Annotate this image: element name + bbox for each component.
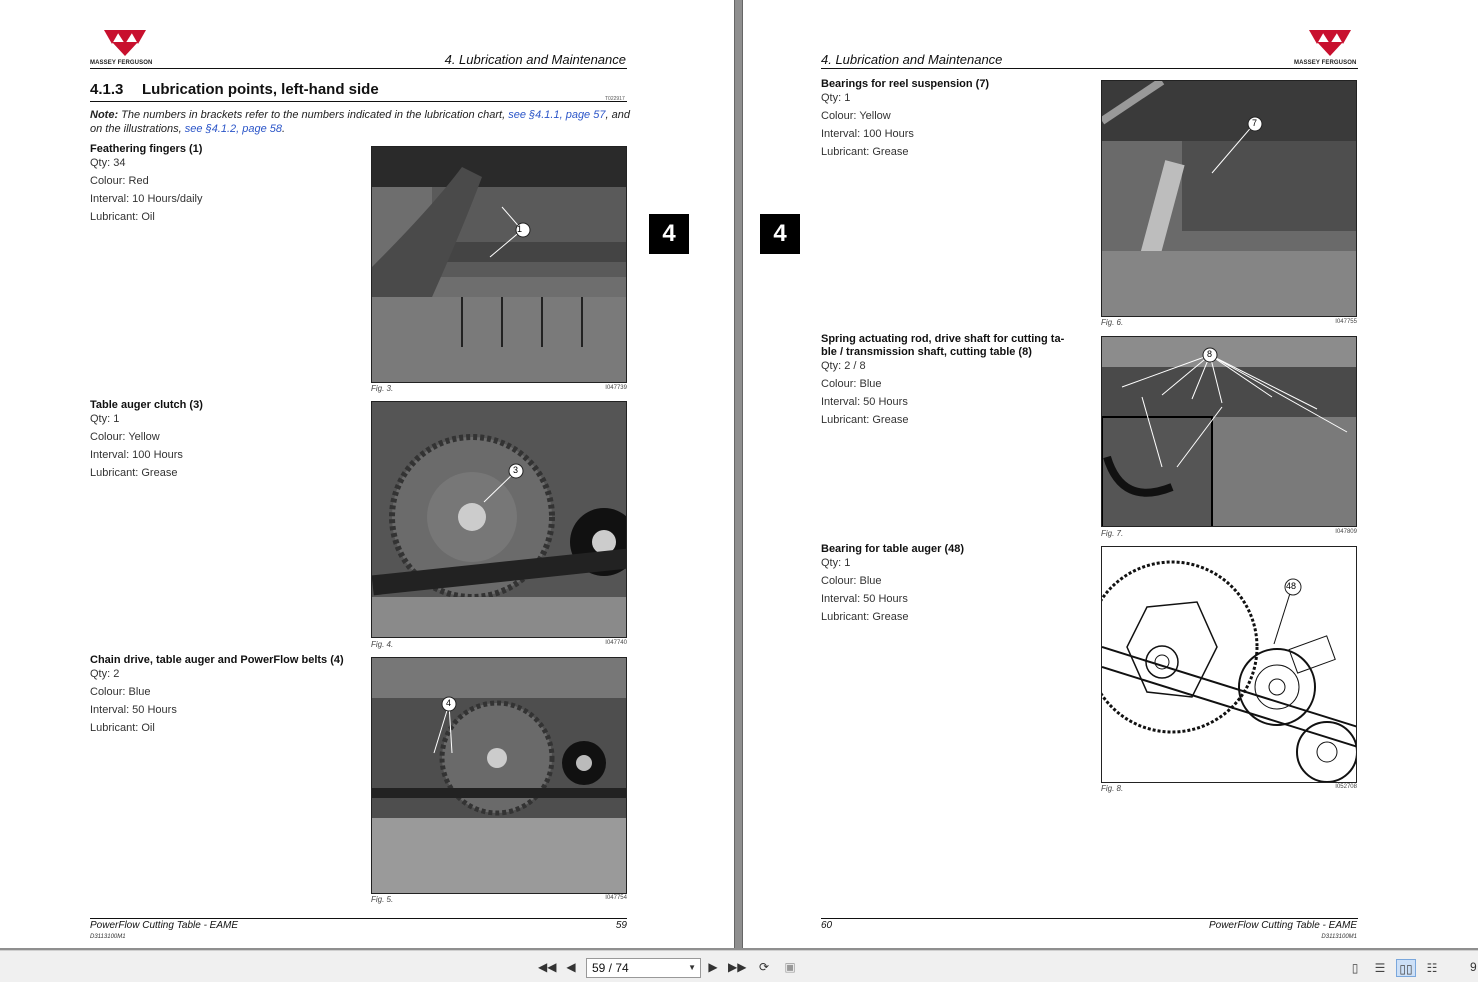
item-colour: Colour: Blue — [90, 686, 151, 698]
figure-8-drawing — [1101, 546, 1357, 783]
item-lubricant: Lubricant: Grease — [90, 467, 178, 479]
link-lubrication-chart[interactable]: see §4.1.1, page 57 — [508, 109, 606, 121]
item-qty: Qty: 2 / 8 — [821, 360, 866, 372]
footer-title: PowerFlow Cutting Table - EAME — [90, 920, 239, 931]
page-number: 60 — [821, 920, 833, 931]
item-title: Bearing for table auger (48) — [821, 543, 965, 555]
chapter-title: 4. Lubrication and Maintenance — [444, 52, 626, 67]
footer-title: PowerFlow Cutting Table - EAME — [1208, 920, 1357, 931]
figure-5-caption: Fig. 5. — [371, 895, 394, 904]
prev-page-icon[interactable]: ◀ — [566, 960, 576, 974]
chapter-title: 4. Lubrication and Maintenance — [821, 52, 1003, 67]
figure-7-photo — [1101, 336, 1357, 527]
item-interval: Interval: 100 Hours — [821, 128, 914, 140]
figure-4-caption: Fig. 4. — [371, 640, 394, 649]
lube-item-spring-actuating-rod — [821, 333, 1083, 431]
figure-5-code: I047754 — [605, 895, 627, 901]
footer-rule — [821, 918, 1358, 919]
note-end: . — [282, 123, 286, 135]
callout-3: 3 — [513, 465, 519, 475]
single-page-icon[interactable]: ▯ — [1351, 961, 1359, 975]
callout-7: 7 — [1252, 118, 1258, 128]
figure-7-caption: Fig. 7. — [1101, 529, 1124, 538]
facing-icon[interactable]: ▯▯ — [1396, 959, 1416, 977]
section-rule — [90, 101, 627, 102]
lube-item-chain-drive — [90, 654, 365, 739]
chevron-down-icon[interactable]: ▼ — [688, 963, 696, 972]
item-interval: Interval: 10 Hours/daily — [90, 193, 203, 205]
section-number: 4.1.3 — [90, 81, 124, 98]
item-interval: Interval: 50 Hours — [90, 704, 177, 716]
lube-item-reel-suspension-bearings — [821, 78, 1086, 163]
link-illustrations[interactable]: see §4.1.2, page 58 — [184, 123, 283, 135]
item-qty: Qty: 34 — [90, 157, 126, 169]
item-title: Feathering fingers (1) — [90, 143, 203, 155]
item-colour: Colour: Blue — [821, 378, 882, 390]
note-paragraph — [90, 108, 630, 136]
figure-4-photo — [371, 401, 627, 638]
figure-3-code: I047739 — [605, 385, 627, 391]
note-label: Note: — [90, 109, 119, 121]
figure-5-photo — [371, 657, 627, 894]
lube-item-table-auger-clutch — [90, 399, 360, 484]
item-qty: Qty: 1 — [821, 92, 851, 104]
callout-48: 48 — [1286, 581, 1297, 591]
lube-item-feathering-fingers — [90, 143, 360, 228]
last-page-icon[interactable]: ▶▶ — [728, 960, 747, 974]
note-mid: , and on the illustrations, — [90, 109, 630, 135]
item-lubricant: Lubricant: Grease — [821, 611, 909, 623]
massey-ferguson-logo-icon — [92, 28, 158, 58]
item-qty: Qty: 2 — [90, 668, 120, 680]
item-interval: Interval: 100 Hours — [90, 449, 183, 461]
section-code: T022917 — [605, 96, 625, 102]
facing-continuous-icon[interactable]: ☷ — [1426, 961, 1438, 975]
item-lubricant: Lubricant: Grease — [821, 146, 909, 158]
item-title: Bearings for reel suspension (7) — [821, 78, 990, 90]
item-colour: Colour: Yellow — [90, 431, 160, 443]
footer-code: D3113100M1 — [1321, 934, 1357, 940]
continuous-icon[interactable]: ☰ — [1374, 961, 1386, 975]
item-colour: Colour: Red — [90, 175, 149, 187]
viewer-toolbar — [0, 950, 1478, 982]
page-number: 59 — [615, 920, 627, 931]
callout-1: 1 — [517, 224, 523, 234]
figure-4-code: I047740 — [605, 640, 627, 646]
section-heading — [90, 81, 379, 98]
figure-3-caption: Fig. 3. — [371, 384, 394, 393]
item-interval: Interval: 50 Hours — [821, 593, 908, 605]
item-title: Chain drive, table auger and PowerFlow belts (4) — [90, 654, 344, 666]
select-icon[interactable]: ▣ — [784, 960, 796, 974]
item-interval: Interval: 50 Hours — [821, 396, 908, 408]
footer-rule — [90, 918, 627, 919]
next-page-icon[interactable]: ▶ — [708, 960, 718, 974]
footer-code: D3113100M1 — [90, 934, 126, 940]
figure-8-code: I052708 — [1335, 784, 1357, 790]
chapter-tab: 4 — [760, 214, 800, 254]
figure-8-caption: Fig. 8. — [1101, 784, 1124, 793]
page-60 — [742, 0, 1478, 948]
page-field-text: 59 / 74 — [592, 961, 629, 975]
callout-4: 4 — [446, 698, 452, 708]
callout-8: 8 — [1207, 349, 1213, 359]
page-number-field[interactable] — [586, 958, 701, 978]
figure-6-code: I047755 — [1335, 319, 1357, 325]
first-page-icon[interactable]: ◀◀ — [538, 960, 557, 974]
lube-item-table-auger-bearing — [821, 543, 1086, 628]
note-text: The numbers in brackets refer to the numbers indicated in the lubrication chart, — [121, 109, 506, 121]
figure-3-photo — [371, 146, 627, 383]
item-colour: Colour: Yellow — [821, 110, 891, 122]
item-title: Spring actuating rod, drive shaft for cutting ta- ble / transmission shaft, cutting table (8) — [821, 333, 1065, 358]
figure-7-code: I047809 — [1335, 529, 1357, 535]
zoom-level[interactable]: 9 — [1470, 960, 1477, 974]
header-rule — [821, 68, 1358, 69]
item-qty: Qty: 1 — [821, 557, 851, 569]
item-lubricant: Lubricant: Grease — [821, 414, 909, 426]
header-rule — [90, 68, 627, 69]
item-colour: Colour: Blue — [821, 575, 882, 587]
item-qty: Qty: 1 — [90, 413, 120, 425]
massey-ferguson-logo-icon — [1297, 28, 1363, 58]
figure-6-caption: Fig. 6. — [1101, 318, 1124, 327]
chapter-tab: 4 — [649, 214, 689, 254]
rotate-icon[interactable]: ⟳ — [758, 960, 770, 974]
item-lubricant: Lubricant: Oil — [90, 211, 155, 223]
logo-text: MASSEY FERGUSON — [90, 60, 153, 66]
section-title: Lubrication points, left-hand side — [142, 81, 379, 98]
page-59 — [0, 0, 735, 948]
item-title: Table auger clutch (3) — [90, 399, 203, 411]
logo-text: MASSEY FERGUSON — [1294, 60, 1357, 66]
item-lubricant: Lubricant: Oil — [90, 722, 155, 734]
figure-6-photo — [1101, 80, 1357, 317]
